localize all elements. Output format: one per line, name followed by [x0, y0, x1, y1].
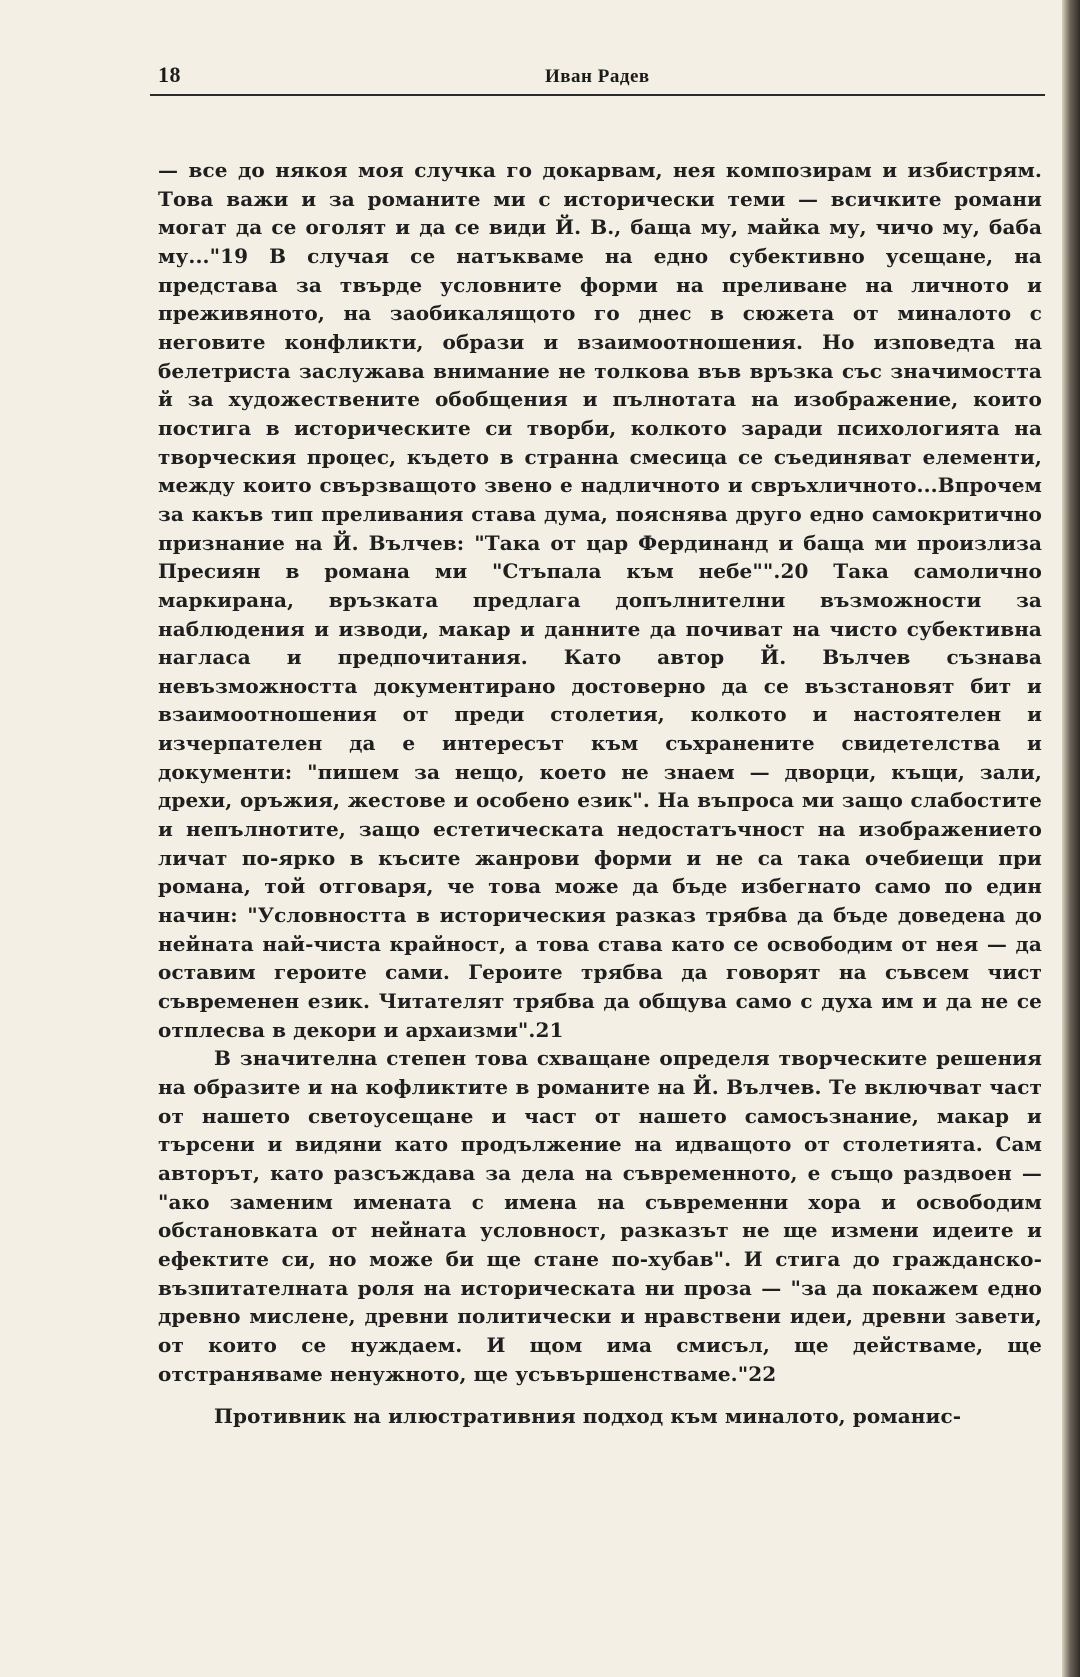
paragraph-1: — все до някоя моя случка го докарвам, нея композирам и избистрям. Това важи и за романите ми с исторически теми — всичките романи могат да се оголят и да се види Й. В., баща му, майка му, чичо му, баба му..."19 В случая се натъкваме на едно субективно усещане, на представа за твърде условните форми на преливане на личното и преживяното, на заобикалящото го днес в сюжета от миналото с неговите конфликти, образи и взаимоотношения. Но изповедта на белетриста заслужава внимание не толкова във връзка със значимостта й за художествените обобщения и пълнотата на изображение, които постига в историческите си творби, колкото заради психологията на творческия процес, където в странна смесица се съединяват елементи, между които свързващото звено е надличното и свръхличното...Впрочем за какъв тип преливания става дума, пояснява друго едно самокритично признание на Й. Вълчев: "Така от цар Фердинанд и баща ми произлиза Пресиян в романа ми "Стъпала към небе"".20 Така самолично маркирана, връзката предлага допълнителни възможности за наблюдения и изводи, макар и данните да почиват на чисто субективна нагласа и предпочитания. Като автор Й. Вълчев съзнава невъзможността документирано достоверно да се възстановят бит и взаимоотношения от преди столетия, колкото и настоятелен и изчерпателен да е интересът към съхранените свидетелства и документи: "пишем за нещо, което не знаем — дворци, къщи, зали, дрехи, оръжия, жестове и особено език". На въпроса ми защо слабостите и непълнотите, защо естетическата недостатъчност на изображението личат по-ярко в късите жанрови форми и не са така очебиещи при романа, той отговаря, че това може да бъде избегнато само по един начин: "Условността в историческия разказ трябва да бъде доведена до нейната най-чиста крайност, а това става като се освободим от нея — да оставим героите сами. Героите трябва да говорят на съвсем чист съвременен език. Читателят трябва да общува само с духа им и да не се отплесва в декори и архаизми".21 [158, 158, 1042, 1042]
page-header [150, 62, 1042, 92]
body-text [158, 156, 1042, 1431]
page-edge-shadow [1062, 0, 1080, 1677]
paragraph-3: Противник на илюстративния подход към миналото, романис- [214, 1404, 962, 1429]
header-rule [150, 94, 1045, 96]
running-head: Иван Радев [545, 66, 650, 87]
page-number: 18 [158, 62, 181, 87]
paragraph-2: В значителна степен това схващане определя творческите решения на образите и на кофликтите в романите на Й. Вълчев. Те включват част от нашето светоусещане и част от нашето самосъзнание, макар и търсени и видяни като продължение на идващото от столетията. Сам авторът, като разсъждава за дела на съвременното, е също раздвоен — "ако заменим имената с имена на съвременни хора и освободим обстановката от нейната условност, разказът не ще измени идеите и ефектите си, но може би ще стане по-хубав". И стига до гражданско-възпитателната роля на историческата ни проза — "за да покажем едно древно мислене, древни политически и нравствени идеи, древни завети, от които се нуждаем. И щом има смисъл, ще действаме, ще отстраняваме ненужното, ще усъвършенстваме."22 [158, 1046, 1042, 1386]
